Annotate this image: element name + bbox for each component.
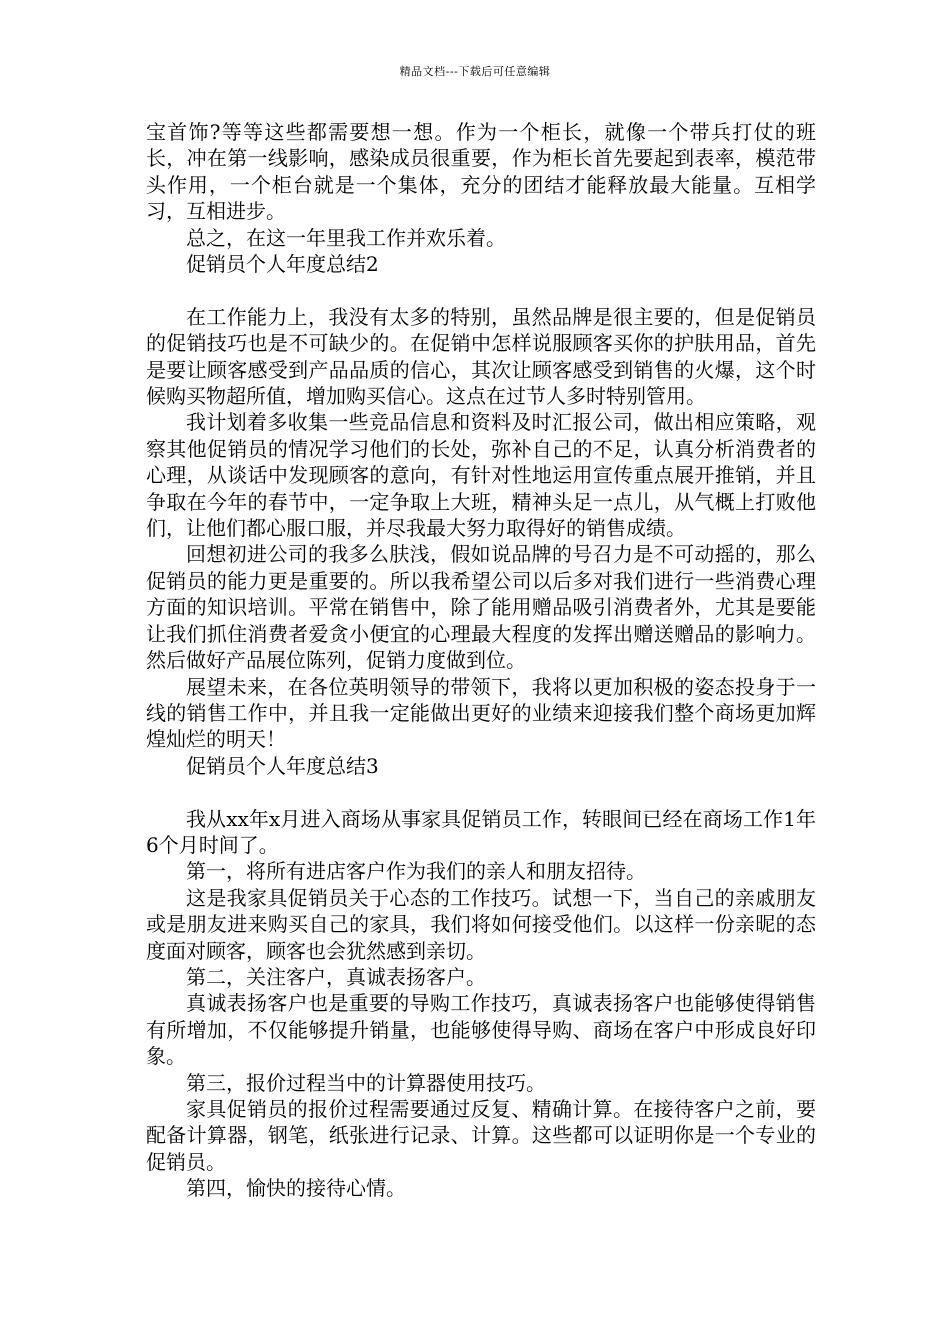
document-body [146,119,816,1202]
blank-line [146,277,816,303]
paragraph: 第四，愉快的接待心情。 [186,1176,406,1201]
paragraph: 回想初进公司的我多么肤浅，假如说品牌的号召力是不可动摇的，那么促销员的能力更是重要的。所以我希望公司以后多对我们进行一些消费心理方面的知识培训。平常在销售中，除了能用赠品吸引消费者外，尤其是要能让我们抓住消费者爱贪小便宜的心理最大程度的发挥出赠送赠品的影响力。然后做好产品展位陈列，促销力度做到位。 [146,542,816,673]
page-header: 精品文档---下载后可任意编辑 [399,65,551,78]
paragraph: 家具促销员的报价过程需要通过反复、精确计算。在接待客户之前，要配备计算器，钢笔，纸张进行记录、计算。这些都可以证明你是一个专业的促销员。 [146,1097,816,1174]
paragraph: 第三，报价过程当中的计算器使用技巧。 [186,1070,546,1095]
paragraph: 我计划着多收集一些竞品信息和资料及时汇报公司，做出相应策略，观察其他促销员的情况学习他们的长处，弥补自己的不足，认真分析消费者的心理，从谈话中发现顾客的意向，有针对性地运用宣传重点展开推销，并且争取在今年的春节中，一定争取上大班，精神头足一点儿，从气概上打败他们，让他们都心服口服，并尽我最大努力取得好的销售成绩。 [146,410,816,541]
section-heading: 促销员个人年度总结3 [186,753,379,778]
paragraph: 总之，在这一年里我工作并欢乐着。 [186,225,506,250]
paragraph: 宝首饰?等等这些都需要想一想。作为一个柜长，就像一个带兵打仗的班长，冲在第一线影响，感染成员很重要，作为柜长首先要起到表率，模范带头作用，一个柜台就是一个集体，充分的团结才能释放最大能量。互相学习，互相进步。 [146,120,816,224]
paragraph: 展望未来，在各位英明领导的带领下，我将以更加积极的姿态投身于一线的销售工作中，并且我一定能做出更好的业绩来迎接我们整个商场更加辉煌灿烂的明天！ [146,674,816,752]
paragraph: 第二，关注客户，真诚表扬客户。 [186,964,486,989]
blank-line [146,779,816,805]
paragraph: 我从xx年x月进入商场从事家具促销员工作，转眼间已经在商场工作1年6个月时间了。 [146,806,816,857]
paragraph: 真诚表扬客户也是重要的导购工作技巧，真诚表扬客户也能够使得销售有所增加，不仅能够提升销量，也能够使得导购、商场在客户中形成良好印象。 [146,991,816,1069]
paragraph: 在工作能力上，我没有太多的特别，虽然品牌是很主要的，但是促销员的促销技巧也是不可缺少的。在促销中怎样说服顾客买你的护肤用品，首先是要让顾客感受到产品品质的信心，其次让顾客感受到销售的火爆，这个时候购买物超所值，增加购买信心。这点在过节人多时特别管用。 [146,304,816,409]
paragraph: 这是我家具促销员关于心态的工作技巧。试想一下，当自己的亲戚朋友或是朋友进来购买自己的家具，我们将如何接受他们。以这样一份亲昵的态度面对顾客，顾客也会犹然感到亲切。 [146,885,816,963]
paragraph: 第一，将所有进店客户作为我们的亲人和朋友招待。 [186,859,646,884]
section-heading: 促销员个人年度总结2 [186,252,379,277]
